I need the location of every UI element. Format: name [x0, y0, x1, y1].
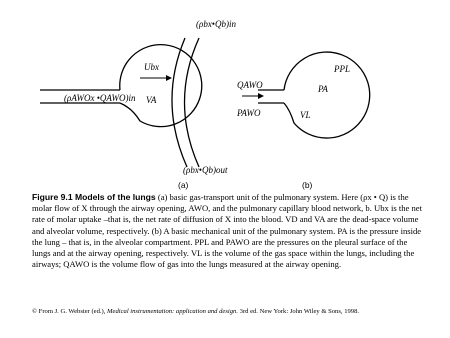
panel-a-label: (a)	[178, 180, 189, 190]
uptake-label: Ubx	[144, 62, 159, 72]
uptake-arrowhead	[166, 75, 172, 81]
alveolar-volume-label: VA	[146, 95, 157, 105]
credit-edition: 3rd ed. New York: John Wiley & Sons, 1998.	[238, 308, 360, 315]
lung-outline	[284, 52, 370, 138]
alveolus-outline	[120, 45, 202, 127]
figure-credit	[32, 307, 442, 316]
credit-prefix: © From J. G. Webster (ed.),	[32, 308, 108, 315]
caption-title: Figure 9.1 Models of the lungs	[32, 192, 156, 202]
alveolar-pressure-label: PA	[318, 84, 328, 94]
figure-caption	[32, 192, 428, 270]
capillary-wall-outer	[185, 38, 200, 167]
capillary-inflow-label: (ρbx•Qb)in	[196, 19, 236, 29]
airway-pressure-label: PAWO	[237, 108, 261, 118]
gas-transport-unit-diagram	[40, 19, 236, 190]
mechanical-unit-diagram	[236, 52, 370, 190]
credit-book-title: Medical instrumentation: application and design.	[107, 308, 238, 315]
airway-inflow-label: (ρAWOx •QAWO)in	[64, 93, 136, 103]
lung-volume-label: VL	[300, 110, 311, 120]
airway-flow-arrowhead	[258, 93, 264, 99]
airway-flow-label: QAWO	[237, 80, 263, 90]
capillary-outflow-label: (ρbx•Qb)out	[183, 165, 228, 175]
caption-text: (a) basic gas-transport unit of the pulmonary system. Here (ρx • Q) is the molar flow of X through the airway opening, AWO, and the pulmonary capillary blood network, b. Ubx is the net rate of molar uptake –that is, the net rate of diffusion of X into the blood. VD and VA are the dead-space volume and alveolar volume, respectively. (b) A basic mechanical unit of the pulmonary system. PA is the pressure inside the lung – that is, in the alveolar compartment. PPL and PAWO are the pressures on the pleural surface of the lungs and at the airway opening, respectively. VL is the volume of the gas space within the lungs, including the airways; QAWO is the volume flow of gas into the lungs measured at the airway opening.	[32, 192, 422, 270]
panel-b-label: (b)	[302, 180, 313, 190]
pleural-pressure-label: PPL	[334, 64, 351, 74]
